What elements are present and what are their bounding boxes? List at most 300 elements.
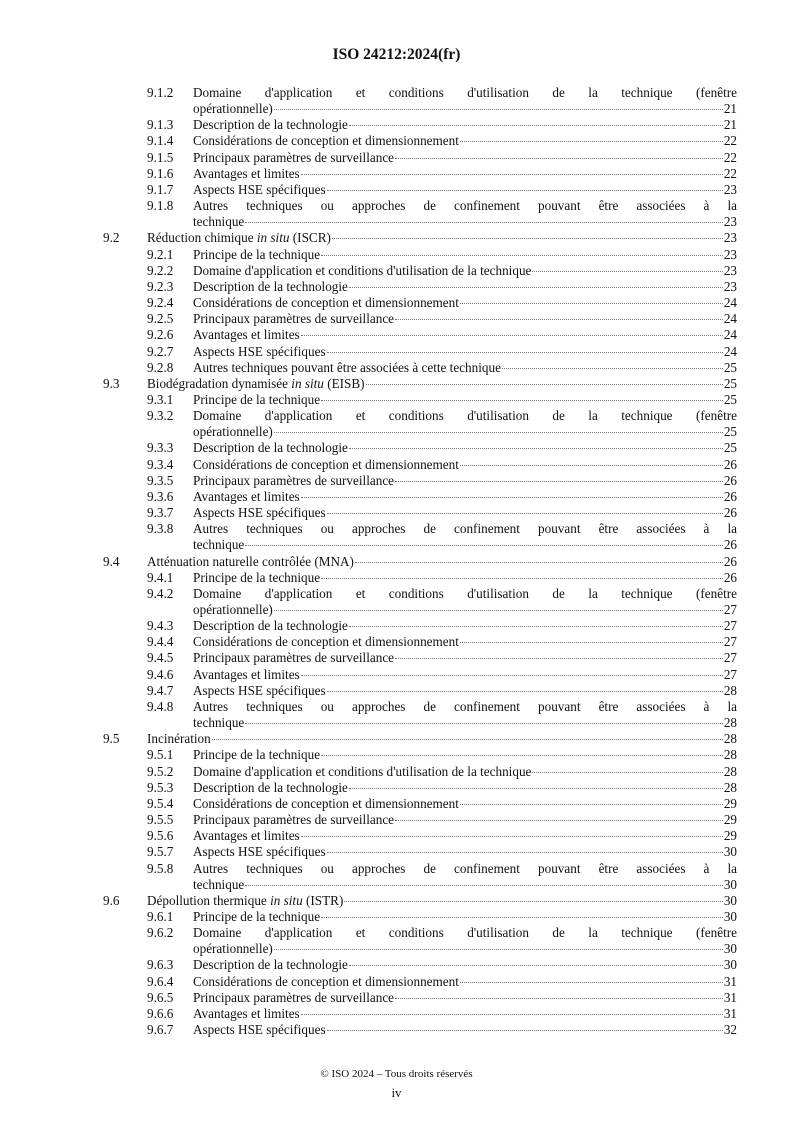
dot-leader <box>395 998 723 999</box>
title-segment: Atténuation naturelle contrôlée (MNA) <box>147 553 354 569</box>
toc-entry-number: 9.6.2 <box>147 925 174 941</box>
toc-entry-title-text <box>193 747 320 763</box>
toc-entry[interactable] <box>103 570 737 586</box>
toc-entry-title-text <box>193 166 300 182</box>
toc-page-number[interactable]: 24 <box>723 327 737 343</box>
toc-entry-number: 9.5 <box>103 731 120 747</box>
toc-entry-title <box>193 311 737 327</box>
toc-entry-title-text <box>193 715 244 731</box>
dot-leader <box>349 125 723 126</box>
dot-leader <box>502 368 723 369</box>
toc-entry-title-text <box>193 279 348 295</box>
toc-entry-number: 9.4.1 <box>147 569 174 585</box>
toc-entry-title-text <box>193 828 300 844</box>
toc-entry-title <box>193 214 737 230</box>
toc-entry-number: 9.4 <box>103 553 120 569</box>
toc-entry-number: 9.2.6 <box>147 327 174 343</box>
toc-entry[interactable] <box>103 1006 737 1022</box>
title-segment: (ISCR) <box>289 230 331 246</box>
toc-entry-title <box>193 1022 737 1038</box>
toc-entry-line <box>103 618 737 634</box>
title-segment: Considérations de conception et dimensionnement <box>193 973 459 989</box>
toc-entry-title <box>193 263 737 279</box>
title-segment: Considérations de conception et dimensionnement <box>193 133 459 149</box>
toc-page-number[interactable]: 26 <box>723 505 737 521</box>
toc-entry-title-text <box>193 650 394 666</box>
title-segment: Aspects HSE spécifiques <box>193 1022 326 1038</box>
title-segment: Aspects HSE spécifiques <box>193 682 326 698</box>
toc-entry-number: 9.3.4 <box>147 456 174 472</box>
toc-entry[interactable] <box>103 376 737 392</box>
toc-page-number[interactable]: 26 <box>723 553 737 569</box>
toc-entry-title-line <box>193 925 737 941</box>
toc-page-number[interactable]: 22 <box>723 165 737 181</box>
toc-entry[interactable] <box>103 150 737 166</box>
toc-page-number[interactable]: 22 <box>723 149 737 165</box>
toc-entry-number: 9.3.7 <box>147 505 174 521</box>
title-segment: Aspects HSE spécifiques <box>193 844 326 860</box>
toc-entry-number: 9.3.5 <box>147 472 174 488</box>
table-of-contents <box>103 85 737 1038</box>
toc-entry[interactable] <box>103 747 737 763</box>
toc-page-number[interactable]: 25 <box>723 424 737 440</box>
toc-entry-title <box>193 247 737 263</box>
toc-page-number[interactable]: 27 <box>723 618 737 634</box>
title-segment: Avantages et limites <box>193 828 300 844</box>
dot-leader <box>395 319 723 320</box>
toc-entry-number: 9.2.3 <box>147 278 174 294</box>
toc-page-number[interactable]: 32 <box>723 1022 737 1038</box>
toc-entry[interactable] <box>103 505 737 521</box>
toc-entry-line <box>103 279 737 295</box>
toc-entry-title-line <box>193 861 737 877</box>
title-segment: Considérations de conception et dimensionnement <box>193 634 459 650</box>
toc-entry[interactable] <box>103 295 737 311</box>
dot-leader <box>460 465 723 466</box>
toc-entry[interactable] <box>103 634 737 650</box>
toc-entry[interactable] <box>103 650 737 666</box>
toc-entry-number: 9.5.4 <box>147 795 174 811</box>
dot-leader <box>327 691 723 692</box>
toc-page-number[interactable]: 25 <box>723 359 737 375</box>
toc-entry-number: 9.3.2 <box>147 408 174 424</box>
toc-page-number[interactable]: 21 <box>723 117 737 133</box>
dot-leader <box>301 675 723 676</box>
toc-entry-title-text <box>193 182 326 198</box>
dot-leader <box>245 885 723 886</box>
title-segment: Principe de la technique <box>193 569 321 585</box>
toc-entry[interactable] <box>103 198 737 230</box>
title-segment: Principe de la technique <box>193 747 321 763</box>
italic-term: in situ <box>256 230 290 246</box>
toc-entry[interactable] <box>103 521 737 553</box>
toc-entry[interactable] <box>103 828 737 844</box>
toc-entry[interactable] <box>103 731 737 747</box>
toc-entry-title-text <box>193 909 320 925</box>
toc-entry-title <box>193 796 737 812</box>
toc-entry-line <box>103 311 737 327</box>
toc-entry-title-text: Domaine d'application et conditions d'utilisation de la technique (fenêtre <box>193 925 737 941</box>
toc-entry-line <box>103 844 737 860</box>
toc-entry-title <box>147 554 737 570</box>
toc-entry-title-text <box>193 764 531 780</box>
italic-term: in situ <box>270 892 303 908</box>
toc-entry-number: 9.4.7 <box>147 682 174 698</box>
title-segment: opérationnelle) <box>193 101 273 117</box>
toc-entry-number: 9.2.4 <box>147 295 174 311</box>
toc-page-number[interactable]: 30 <box>723 844 737 860</box>
dot-leader <box>212 739 723 740</box>
title-segment: Avantages et limites <box>193 327 300 343</box>
toc-entry-line <box>103 861 737 877</box>
toc-entry-title-text <box>193 360 501 376</box>
title-segment: Dépollution thermique <box>147 892 271 908</box>
dot-leader <box>327 513 723 514</box>
toc-entry-title <box>147 731 737 747</box>
title-segment: Avantages et limites <box>193 666 300 682</box>
toc-entry-number: 9.4.5 <box>147 650 174 666</box>
toc-entry-title <box>193 1006 737 1022</box>
toc-page-number[interactable]: 26 <box>723 488 737 504</box>
toc-entry[interactable] <box>103 230 737 246</box>
toc-entry-line <box>103 893 737 909</box>
toc-entry-number: 9.1.5 <box>147 149 174 165</box>
dot-leader <box>349 448 723 449</box>
dot-leader <box>349 626 723 627</box>
page-number: iv <box>391 1085 402 1100</box>
toc-entry-line <box>103 424 737 440</box>
toc-entry-title <box>147 893 737 909</box>
toc-entry-number: 9.1.8 <box>147 198 174 214</box>
dot-leader <box>532 772 722 773</box>
toc-entry-line <box>103 925 737 941</box>
toc-entry[interactable] <box>103 440 737 456</box>
toc-entry-number: 9.1.7 <box>147 181 174 197</box>
toc-entry-title <box>193 344 737 360</box>
toc-entry[interactable] <box>103 667 737 683</box>
dot-leader <box>349 287 723 288</box>
toc-entry-title-text <box>193 392 320 408</box>
toc-entry[interactable] <box>103 699 737 731</box>
toc-entry[interactable] <box>103 279 737 295</box>
toc-entry-line <box>103 796 737 812</box>
toc-entry-title <box>193 602 737 618</box>
toc-entry-number: 9.6.1 <box>147 908 174 924</box>
toc-entry[interactable] <box>103 683 737 699</box>
toc-page-number[interactable]: 27 <box>723 650 737 666</box>
toc-entry[interactable] <box>103 182 737 198</box>
toc-entry[interactable] <box>103 360 737 376</box>
title-segment: (EISB) <box>323 375 365 391</box>
dot-leader <box>301 497 723 498</box>
dot-leader <box>460 982 723 983</box>
toc-page-number[interactable]: 30 <box>723 892 737 908</box>
toc-entry-title-text <box>193 877 244 893</box>
toc-page-number[interactable]: 28 <box>723 715 737 731</box>
toc-entry[interactable] <box>103 796 737 812</box>
toc-page-number[interactable]: 29 <box>723 812 737 828</box>
toc-page-number[interactable]: 28 <box>723 682 737 698</box>
toc-entry[interactable] <box>103 166 737 182</box>
toc-entry[interactable] <box>103 489 737 505</box>
toc-page-number[interactable]: 21 <box>723 101 737 117</box>
toc-entry[interactable] <box>103 133 737 149</box>
toc-entry-title <box>193 117 737 133</box>
copyright-footer: © ISO 2024 – Tous droits réservés <box>320 1068 473 1080</box>
dot-leader <box>327 190 723 191</box>
toc-page-number[interactable]: 22 <box>723 133 737 149</box>
toc-page-number[interactable]: 25 <box>723 391 737 407</box>
toc-entry-number: 9.1.4 <box>147 133 174 149</box>
toc-entry-title <box>193 764 737 780</box>
toc-entry[interactable] <box>103 327 737 343</box>
toc-entry[interactable] <box>103 812 737 828</box>
toc-entry-number <box>147 424 193 440</box>
toc-entry[interactable] <box>103 392 737 408</box>
title-segment: Principaux paramètres de surveillance <box>193 149 395 165</box>
toc-page-number[interactable]: 24 <box>723 343 737 359</box>
toc-page-number[interactable]: 23 <box>723 246 737 262</box>
toc-entry-line <box>103 1006 737 1022</box>
toc-entry-line <box>103 117 737 133</box>
toc-entry-title-text <box>193 489 300 505</box>
toc-entry[interactable] <box>103 457 737 473</box>
toc-page-number[interactable]: 23 <box>723 278 737 294</box>
toc-entry-title-text <box>193 440 348 456</box>
toc-entry-number: 9.5.1 <box>147 747 174 763</box>
toc-entry-title <box>193 780 737 796</box>
toc-page-number[interactable]: 29 <box>723 828 737 844</box>
toc-entry[interactable] <box>103 844 737 860</box>
toc-entry-number: 9.1.3 <box>147 117 174 133</box>
dot-leader <box>460 642 723 643</box>
toc-entry-number: 9.1.6 <box>147 165 174 181</box>
toc-entry-line <box>103 974 737 990</box>
toc-entry-number <box>147 101 193 117</box>
toc-page-number[interactable]: 27 <box>723 666 737 682</box>
toc-entry-title-text: Domaine d'application et conditions d'utilisation de la technique (fenêtre <box>193 585 737 601</box>
toc-entry[interactable] <box>103 344 737 360</box>
toc-page-number[interactable]: 24 <box>723 295 737 311</box>
title-segment: opérationnelle) <box>193 602 273 617</box>
toc-entry-line <box>103 828 737 844</box>
toc-entry-title <box>193 295 737 311</box>
title-segment: Avantages et limites <box>193 165 300 181</box>
toc-entry-title-text <box>193 780 348 796</box>
toc-entry[interactable] <box>103 618 737 634</box>
dot-leader <box>301 1014 723 1015</box>
toc-page-number[interactable]: 24 <box>723 311 737 327</box>
title-segment: Avantages et limites <box>193 1005 300 1021</box>
toc-entry-title-text <box>193 570 320 586</box>
toc-entry-title <box>193 424 737 440</box>
toc-entry-number: 9.6 <box>103 892 120 908</box>
toc-entry[interactable] <box>103 1022 737 1038</box>
dot-leader <box>274 949 723 950</box>
toc-entry-title-line <box>193 699 737 715</box>
title-segment: Considérations de conception et dimensionnement <box>193 795 459 811</box>
toc-entry[interactable] <box>103 764 737 780</box>
toc-entry[interactable] <box>103 957 737 973</box>
toc-entry-line <box>103 133 737 149</box>
toc-entry[interactable] <box>103 893 737 909</box>
toc-entry-number: 9.3.6 <box>147 488 174 504</box>
toc-entry-title-text <box>193 473 394 489</box>
toc-entry-line <box>103 376 737 392</box>
dot-leader <box>327 352 723 353</box>
toc-entry-title <box>193 957 737 973</box>
toc-page-number[interactable]: 31 <box>723 989 737 1005</box>
toc-entry-line <box>103 602 737 618</box>
toc-page-number[interactable]: 25 <box>723 375 737 391</box>
toc-page-number[interactable]: 30 <box>723 941 737 957</box>
toc-page-number[interactable]: 23 <box>723 214 737 230</box>
title-segment: Principe de la technique <box>193 246 321 262</box>
toc-entry[interactable] <box>103 974 737 990</box>
toc-page-number[interactable]: 31 <box>723 973 737 989</box>
dot-leader <box>321 755 723 756</box>
toc-entry-title-line <box>193 521 737 537</box>
dot-leader <box>274 432 723 433</box>
dot-leader <box>344 901 722 902</box>
toc-entry[interactable] <box>103 247 737 263</box>
toc-page-number[interactable]: 26 <box>723 456 737 472</box>
toc-entry-title <box>193 974 737 990</box>
toc-page-number[interactable]: 28 <box>723 763 737 779</box>
toc-entry-line <box>103 957 737 973</box>
toc-page-number[interactable]: 25 <box>723 440 737 456</box>
toc-entry-title-text <box>193 796 459 812</box>
title-segment: Aspects HSE spécifiques <box>193 505 326 521</box>
toc-entry-title-text <box>193 424 273 440</box>
title-segment: Principaux paramètres de surveillance <box>193 650 395 666</box>
toc-entry-title-text <box>193 537 244 553</box>
toc-entry-line <box>103 392 737 408</box>
toc-entry-title-text <box>193 683 326 699</box>
toc-entry-number: 9.6.5 <box>147 989 174 1005</box>
toc-entry[interactable] <box>103 117 737 133</box>
toc-entry-title <box>193 844 737 860</box>
toc-entry[interactable] <box>103 909 737 925</box>
title-segment: Principe de la technique <box>193 391 321 407</box>
toc-page-number[interactable]: 27 <box>723 634 737 650</box>
toc-entry-title-text <box>193 214 244 230</box>
toc-entry[interactable] <box>103 85 737 117</box>
toc-entry-line <box>103 457 737 473</box>
title-segment: Réduction chimique <box>147 230 257 246</box>
toc-entry-title <box>193 360 737 376</box>
title-segment: (ISTR) <box>302 892 344 908</box>
dot-leader <box>274 610 723 611</box>
toc-entry-line <box>103 877 737 893</box>
dot-leader <box>395 158 723 159</box>
toc-page-number[interactable]: 30 <box>723 957 737 973</box>
title-segment: Aspects HSE spécifiques <box>193 181 326 197</box>
toc-entry-line <box>103 182 737 198</box>
toc-entry[interactable] <box>103 311 737 327</box>
toc-page-number[interactable]: 30 <box>723 908 737 924</box>
dot-leader <box>321 400 723 401</box>
toc-entry[interactable] <box>103 780 737 796</box>
toc-entry[interactable] <box>103 586 737 618</box>
toc-entry-number: 9.6.4 <box>147 973 174 989</box>
toc-page-number[interactable]: 23 <box>723 262 737 278</box>
toc-entry-line <box>103 699 737 715</box>
toc-entry-line <box>103 150 737 166</box>
toc-entry-number <box>147 941 193 957</box>
toc-entry-line <box>103 230 737 246</box>
toc-entry[interactable] <box>103 554 737 570</box>
toc-entry-title-text <box>193 1006 300 1022</box>
toc-page-number[interactable]: 31 <box>723 1005 737 1021</box>
toc-entry-line <box>103 747 737 763</box>
toc-entry-title <box>193 166 737 182</box>
dot-leader <box>321 255 723 256</box>
toc-entry[interactable] <box>103 408 737 440</box>
toc-entry-title <box>147 230 737 246</box>
toc-entry[interactable] <box>103 861 737 893</box>
toc-entry-number: 9.5.5 <box>147 812 174 828</box>
toc-entry-title-text <box>193 117 348 133</box>
document-header: ISO 24212:2024(fr) <box>332 46 461 63</box>
toc-entry[interactable] <box>103 473 737 489</box>
toc-page-number[interactable]: 23 <box>723 230 737 246</box>
toc-entry-number: 9.2.7 <box>147 343 174 359</box>
toc-page-number[interactable]: 30 <box>723 876 737 892</box>
toc-page-number[interactable]: 28 <box>723 747 737 763</box>
title-segment: opérationnelle) <box>193 941 273 957</box>
toc-entry-title-text: Autres techniques ou approches de confinement pouvant être associées à la <box>193 521 737 537</box>
toc-entry-title-text <box>147 376 365 392</box>
toc-entry[interactable] <box>103 263 737 279</box>
toc-entry-number: 9.2 <box>103 230 120 246</box>
toc-entry-line <box>103 1022 737 1038</box>
toc-entry-line <box>103 812 737 828</box>
toc-page-number[interactable]: 27 <box>723 602 737 617</box>
toc-entry-number: 9.5.8 <box>147 860 174 876</box>
title-segment: Description de la technologie <box>193 440 348 456</box>
toc-entry-title <box>193 505 737 521</box>
title-segment: Avantages et limites <box>193 488 300 504</box>
toc-entry-line <box>103 489 737 505</box>
toc-entry-number: 9.5.2 <box>147 763 174 779</box>
dot-leader <box>395 820 723 821</box>
toc-entry-title <box>193 667 737 683</box>
title-segment: Principe de la technique <box>193 908 321 924</box>
toc-page-number[interactable]: 28 <box>723 731 737 747</box>
toc-entry-title-text <box>193 295 459 311</box>
toc-entry-number <box>147 715 193 731</box>
toc-page-number[interactable]: 23 <box>723 181 737 197</box>
toc-entry-title-text <box>193 990 394 1006</box>
toc-page-number[interactable]: 29 <box>723 795 737 811</box>
toc-entry-title-text <box>193 247 320 263</box>
toc-entry-title <box>193 634 737 650</box>
toc-entry[interactable] <box>103 925 737 957</box>
toc-page-number[interactable]: 26 <box>723 569 737 585</box>
toc-entry-title <box>193 440 737 456</box>
toc-entry-line <box>103 85 737 101</box>
toc-page-number[interactable]: 28 <box>723 779 737 795</box>
toc-entry-number: 9.6.3 <box>147 957 174 973</box>
toc-entry-line <box>103 408 737 424</box>
toc-entry-number <box>147 537 193 553</box>
toc-page-number[interactable]: 26 <box>723 537 737 553</box>
dot-leader <box>321 578 723 579</box>
toc-entry-line <box>103 521 737 537</box>
toc-page-number[interactable]: 26 <box>723 472 737 488</box>
toc-entry[interactable] <box>103 990 737 1006</box>
